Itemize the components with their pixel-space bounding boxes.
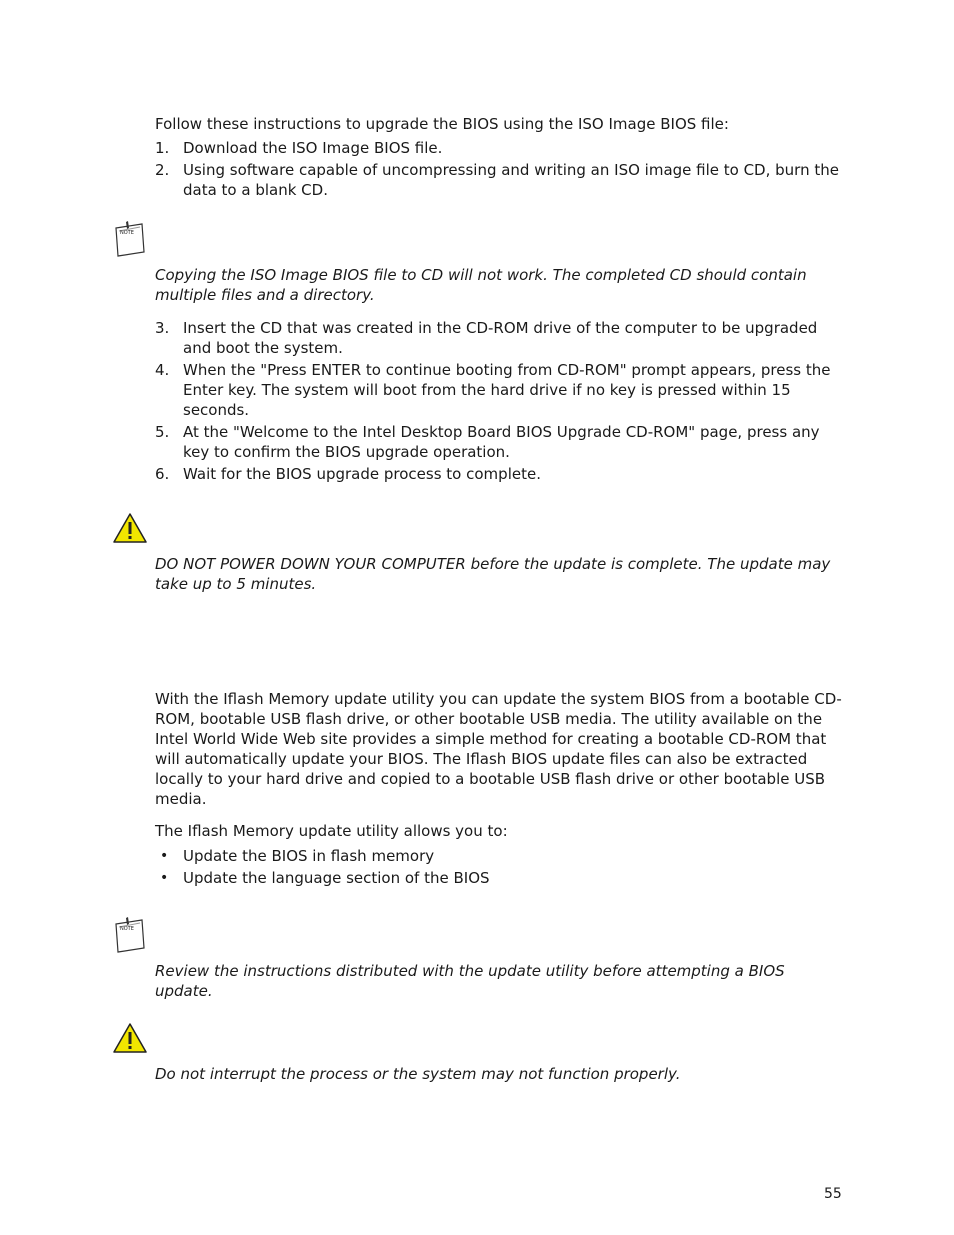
intro-paragraph: Follow these instructions to upgrade the BIOS using the ISO Image BIOS file: (155, 115, 729, 133)
bullet-mark: • (160, 870, 169, 886)
iflash-allows: The Iflash Memory update utility allows you to: (155, 822, 508, 840)
step-text: Using software capable of uncompressing and writing an ISO image file to CD, burn the data to a blank CD. (183, 161, 839, 199)
caution-text: DO NOT POWER DOWN YOUR COMPUTER before the update is complete. The update may take up to 5 minutes. (155, 555, 831, 593)
note-text: Review the instructions distributed with the update utility before attempting a BIOS update. (155, 962, 785, 1000)
note-icon-label: NOTE (120, 230, 134, 236)
step-text: At the "Welcome to the Intel Desktop Board BIOS Upgrade CD-ROM" page, press any key to confirm the BIOS upgrade operation. (183, 423, 820, 461)
bullet-mark: • (160, 848, 169, 864)
step-number: 2. (155, 161, 170, 179)
step-number: 1. (155, 139, 170, 157)
step-text: Wait for the BIOS upgrade process to complete. (183, 465, 541, 483)
step-text: When the "Press ENTER to continue booting from CD-ROM" prompt appears, press the Enter key. The system will boot from the hard drive if no key is pressed within 15 seconds. (183, 361, 831, 419)
step-number: 6. (155, 465, 170, 483)
note-icon-label: NOTE (120, 926, 134, 932)
caution-text: Do not interrupt the process or the system may not function properly. (155, 1065, 681, 1083)
step-number: 5. (155, 423, 170, 441)
bullet-text: Update the language section of the BIOS (183, 869, 490, 887)
bullet-text: Update the BIOS in flash memory (183, 847, 435, 865)
note-icon (112, 218, 146, 263)
step-text: Insert the CD that was created in the CD-ROM drive of the computer to be upgraded and boot the system. (183, 319, 818, 357)
caution-icon (112, 512, 148, 549)
iflash-paragraph: With the Iflash Memory update utility you can update the system BIOS from a bootable CD-ROM, bootable USB flash drive, or other bootable USB media. The utility available on the Intel World Wide Web site provides a simple method for creating a bootable CD-ROM that will automatically update your BIOS. The Iflash BIOS update files can also be extracted locally to your hard drive and copied to a bootable USB flash drive or other bootable USB media. (155, 690, 842, 808)
note-text: Copying the ISO Image BIOS file to CD will not work. The completed CD should contain multiple files and a directory. (155, 266, 807, 304)
note-icon (112, 914, 146, 959)
step-text: Download the ISO Image BIOS file. (183, 139, 443, 157)
step-number: 4. (155, 361, 170, 379)
page-number: 55 (824, 1186, 842, 1202)
step-number: 3. (155, 319, 170, 337)
caution-icon (112, 1022, 148, 1059)
